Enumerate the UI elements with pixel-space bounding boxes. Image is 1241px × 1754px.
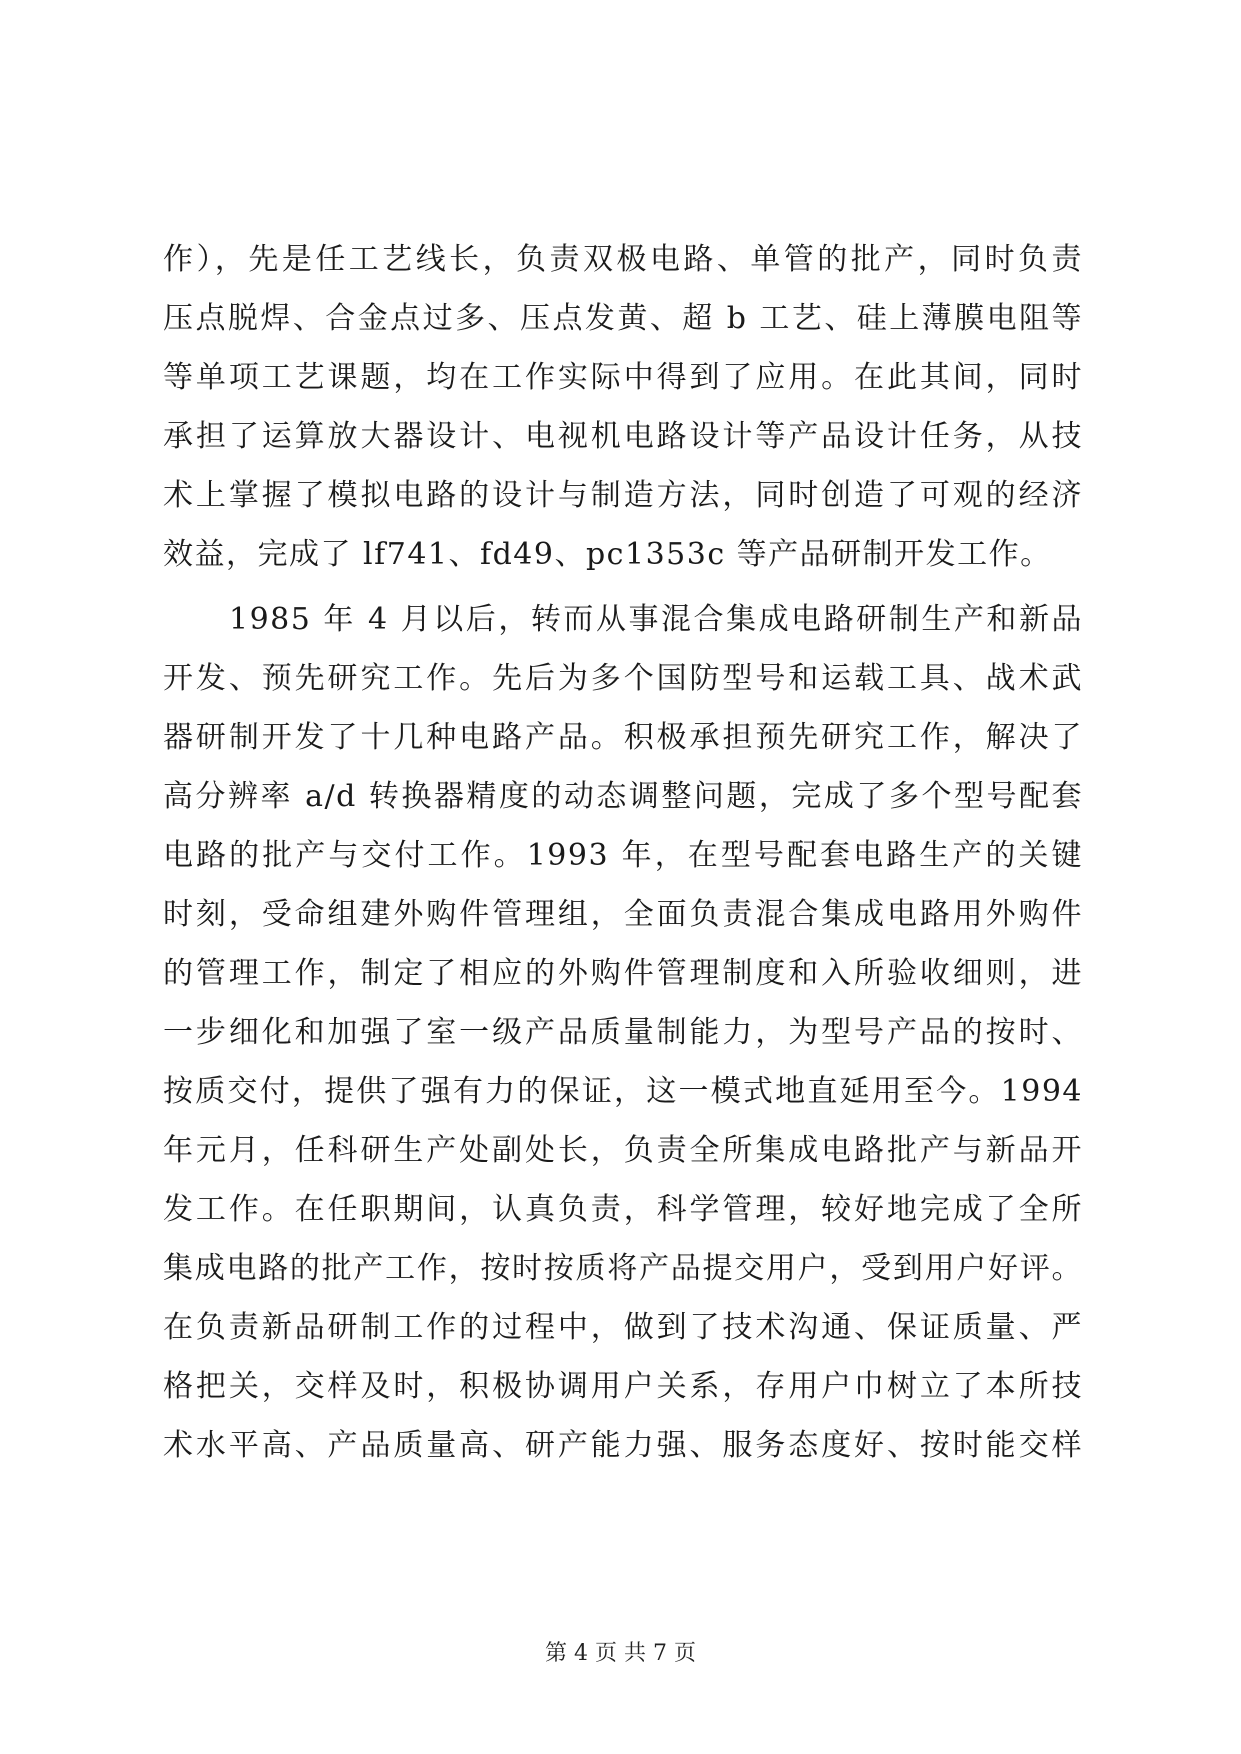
text-line: 高分辨率 a/d 转换器精度的动态调整问题，完成了多个型号配套 (163, 779, 1083, 814)
text-line: 发工作。在任职期间，认真负责，科学管理，较好地完成了全所 (163, 1192, 1083, 1227)
text-line: 格把关，交样及时，积极协调用户关系，存用户巾树立了本所技 (163, 1369, 1083, 1404)
text-line: 年元月，任科研生产处副处长，负责全所集成电路批产与新品开 (163, 1133, 1083, 1168)
text-line: 的管理工作，制定了相应的外购件管理制度和入所验收细则，进 (163, 956, 1083, 991)
text-line: 作），先是任工艺线长，负责双极电路、单管的批产，同时负责 (163, 242, 1083, 277)
text-line: 集成电路的批产工作，按时按质将产品提交用户，受到用户好评。 (163, 1251, 1083, 1286)
text-line: 开发、预先研究工作。先后为多个国防型号和运载工具、战术武 (163, 661, 1083, 696)
paragraph-2 (163, 590, 1083, 1475)
text-line: 承担了运算放大器设计、电视机电路设计等产品设计任务，从技 (163, 419, 1083, 454)
text-line: 术水平高、产品质量高、研产能力强、服务态度好、按时能交样 (163, 1428, 1083, 1463)
text-line: 术上掌握了模拟电路的设计与制造方法，同时创造了可观的经济 (163, 478, 1083, 513)
text-line: 效益，完成了 lf741、fd49、pc1353c 等产品研制开发工作。 (163, 537, 1052, 572)
text-line: 按质交付，提供了强有力的保证，这一模式地直延用至今。1994 (163, 1074, 1083, 1109)
text-line: 等单项工艺课题，均在工作实际中得到了应用。在此其间，同时 (163, 360, 1083, 395)
text-line: 在负责新品研制工作的过程中，做到了技术沟通、保证质量、严 (163, 1310, 1083, 1345)
text-line: 压点脱焊、合金点过多、压点发黄、超 b 工艺、硅上薄膜电阻等 (163, 301, 1083, 336)
body-text (163, 230, 1083, 1475)
text-line: 1985 年 4 月以后，转而从事混合集成电路研制生产和新品 (229, 602, 1083, 637)
text-line: 电路的批产与交付工作。1993 年，在型号配套电路生产的关键 (163, 838, 1083, 873)
text-line: 时刻，受命组建外购件管理组，全面负责混合集成电路用外购件 (163, 897, 1083, 932)
text-line: 器研制开发了十几种电路产品。积极承担预先研究工作，解决了 (163, 720, 1083, 755)
paragraph-1 (163, 230, 1083, 584)
page-footer: 第 4 页 共 7 页 (545, 1641, 696, 1666)
text-line: 一步细化和加强了室一级产品质量制能力，为型号产品的按时、 (163, 1015, 1083, 1050)
